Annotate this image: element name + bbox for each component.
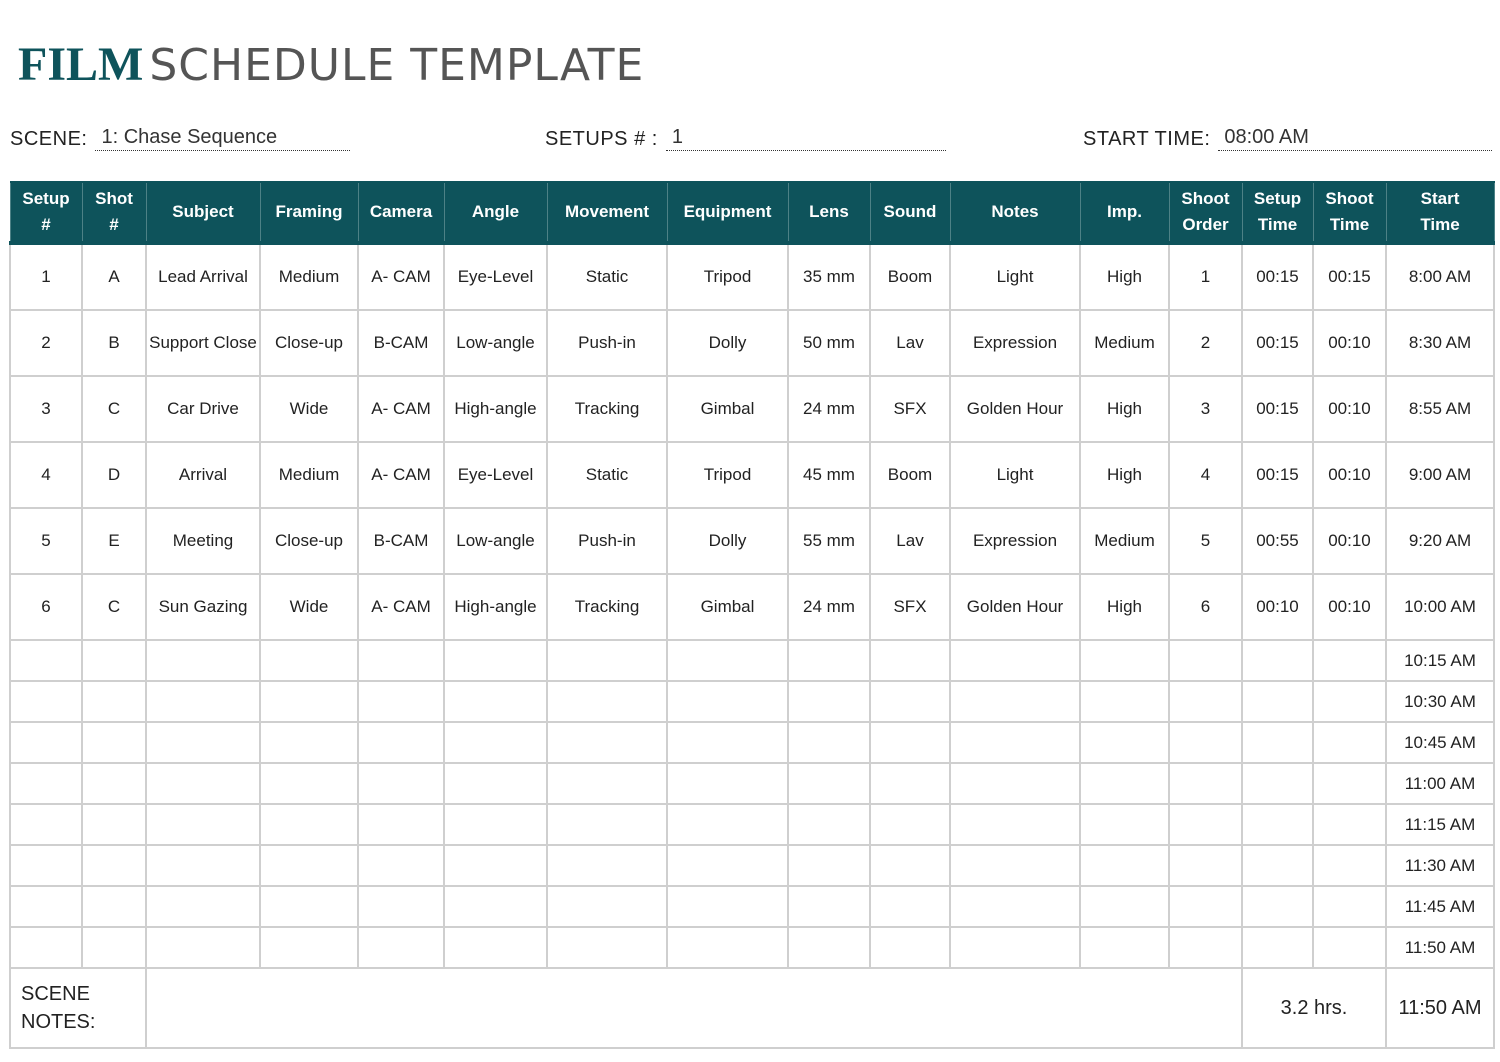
table-cell[interactable] — [146, 681, 260, 722]
table-cell[interactable]: 3 — [1169, 376, 1242, 442]
table-cell[interactable]: Tracking — [547, 574, 667, 640]
table-cell[interactable]: 11:00 AM — [1386, 763, 1494, 804]
column-header — [547, 182, 667, 243]
scene-notes-input[interactable] — [146, 968, 1242, 1048]
column-header-line1: Shoot — [1181, 189, 1230, 208]
table-cell[interactable] — [444, 927, 547, 968]
table-cell[interactable] — [146, 845, 260, 886]
table-cell[interactable] — [1242, 722, 1313, 763]
table-cell[interactable] — [1313, 722, 1386, 763]
column-header — [82, 182, 146, 243]
table-cell[interactable]: 00:15 — [1242, 376, 1313, 442]
column-header-line2: # — [109, 215, 119, 234]
table-cell[interactable] — [1169, 640, 1242, 681]
table-row — [10, 927, 1494, 968]
column-header — [788, 182, 870, 243]
table-cell[interactable]: 00:15 — [1242, 243, 1313, 310]
table-cell[interactable] — [788, 640, 870, 681]
table-cell[interactable] — [358, 886, 444, 927]
table-cell[interactable] — [950, 681, 1080, 722]
table-cell[interactable]: 4 — [1169, 442, 1242, 508]
table-cell[interactable] — [444, 845, 547, 886]
column-header — [870, 182, 950, 243]
schedule-table — [9, 181, 1495, 1049]
table-cell[interactable] — [547, 722, 667, 763]
column-header-line1: Equipment — [683, 202, 772, 221]
table-cell[interactable] — [667, 804, 788, 845]
table-cell[interactable]: 8:00 AM — [1386, 243, 1494, 310]
table-cell[interactable]: 2 — [1169, 310, 1242, 376]
table-cell[interactable]: Eye-Level — [444, 243, 547, 310]
table-cell[interactable] — [1313, 763, 1386, 804]
table-cell[interactable]: Medium — [260, 442, 358, 508]
table-cell[interactable]: Close-up — [260, 508, 358, 574]
table-cell[interactable]: B — [82, 310, 146, 376]
table-cell[interactable] — [82, 804, 146, 845]
table-cell[interactable]: 5 — [1169, 508, 1242, 574]
table-row — [10, 722, 1494, 763]
table-cell[interactable]: 00:10 — [1313, 310, 1386, 376]
table-cell[interactable]: 00:10 — [1313, 574, 1386, 640]
table-cell[interactable] — [788, 927, 870, 968]
table-cell[interactable] — [1169, 886, 1242, 927]
table-cell[interactable]: Low-angle — [444, 310, 547, 376]
table-cell[interactable] — [870, 845, 950, 886]
table-cell[interactable] — [547, 804, 667, 845]
table-cell[interactable]: 8:55 AM — [1386, 376, 1494, 442]
table-cell[interactable] — [1242, 763, 1313, 804]
table-cell[interactable]: 24 mm — [788, 574, 870, 640]
table-cell[interactable]: Expression — [950, 508, 1080, 574]
table-cell[interactable] — [82, 927, 146, 968]
table-cell[interactable] — [260, 845, 358, 886]
table-cell[interactable] — [547, 640, 667, 681]
table-cell[interactable]: Light — [950, 442, 1080, 508]
column-header-line1: Setup — [1253, 189, 1302, 208]
table-cell[interactable] — [1080, 886, 1169, 927]
table-cell[interactable]: Boom — [870, 243, 950, 310]
table-cell[interactable] — [1313, 845, 1386, 886]
table-cell[interactable] — [1080, 804, 1169, 845]
table-cell[interactable]: 55 mm — [788, 508, 870, 574]
table-cell[interactable]: High-angle — [444, 574, 547, 640]
table-cell[interactable] — [1169, 681, 1242, 722]
table-cell[interactable] — [547, 763, 667, 804]
table-row — [10, 376, 1494, 442]
table-cell[interactable]: 10:30 AM — [1386, 681, 1494, 722]
table-cell[interactable] — [444, 640, 547, 681]
table-cell[interactable] — [1313, 927, 1386, 968]
table-cell[interactable] — [788, 886, 870, 927]
table-cell[interactable]: Push-in — [547, 508, 667, 574]
table-cell[interactable]: 00:15 — [1242, 310, 1313, 376]
table-cell[interactable]: 8:30 AM — [1386, 310, 1494, 376]
table-cell[interactable] — [82, 763, 146, 804]
table-cell[interactable] — [260, 763, 358, 804]
table-cell[interactable]: 10:15 AM — [1386, 640, 1494, 681]
table-cell[interactable] — [146, 640, 260, 681]
table-cell[interactable]: 10:00 AM — [1386, 574, 1494, 640]
table-cell[interactable] — [82, 886, 146, 927]
table-cell[interactable] — [82, 722, 146, 763]
title-bold: FILM — [18, 38, 144, 91]
table-cell[interactable]: A- CAM — [358, 574, 444, 640]
table-cell[interactable]: 00:10 — [1242, 574, 1313, 640]
column-header-line1: Notes — [991, 202, 1039, 221]
table-cell[interactable] — [1169, 845, 1242, 886]
table-cell[interactable] — [667, 763, 788, 804]
table-cell[interactable] — [260, 640, 358, 681]
table-cell[interactable] — [10, 722, 82, 763]
table-cell[interactable] — [10, 927, 82, 968]
table-cell[interactable] — [358, 640, 444, 681]
table-row — [10, 886, 1494, 927]
table-cell[interactable] — [444, 763, 547, 804]
table-cell[interactable]: Expression — [950, 310, 1080, 376]
column-header-line1: Setup — [22, 189, 70, 208]
column-header-line1: Start — [1420, 189, 1460, 208]
table-cell[interactable] — [444, 804, 547, 845]
table-cell[interactable]: High — [1080, 243, 1169, 310]
table-cell[interactable] — [1169, 804, 1242, 845]
table-cell[interactable] — [358, 804, 444, 845]
page-title — [18, 38, 644, 93]
table-cell[interactable]: E — [82, 508, 146, 574]
table-cell[interactable] — [667, 681, 788, 722]
table-cell[interactable]: Sun Gazing — [146, 574, 260, 640]
table-cell[interactable] — [667, 722, 788, 763]
table-cell[interactable] — [82, 845, 146, 886]
table-cell[interactable]: High — [1080, 442, 1169, 508]
table-cell[interactable]: Tripod — [667, 243, 788, 310]
column-header-line1: Subject — [172, 202, 234, 221]
table-row — [10, 442, 1494, 508]
column-header-line1: Movement — [564, 202, 650, 221]
table-cell[interactable] — [10, 845, 82, 886]
column-header-line1: Camera — [369, 202, 433, 221]
table-cell[interactable] — [870, 722, 950, 763]
table-cell[interactable]: Support Close — [146, 310, 260, 376]
table-cell[interactable] — [358, 927, 444, 968]
table-cell[interactable]: Meeting — [146, 508, 260, 574]
table-cell[interactable] — [260, 722, 358, 763]
table-cell[interactable] — [444, 681, 547, 722]
table-cell[interactable] — [358, 763, 444, 804]
table-cell[interactable]: 11:30 AM — [1386, 845, 1494, 886]
table-cell[interactable]: B-CAM — [358, 508, 444, 574]
table-cell[interactable] — [950, 763, 1080, 804]
table-cell[interactable] — [1242, 640, 1313, 681]
table-cell[interactable] — [10, 640, 82, 681]
table-cell[interactable] — [870, 681, 950, 722]
table-cell[interactable]: Medium — [1080, 508, 1169, 574]
table-cell[interactable] — [788, 845, 870, 886]
table-cell[interactable]: High — [1080, 376, 1169, 442]
table-cell[interactable] — [358, 681, 444, 722]
table-cell[interactable]: 00:10 — [1313, 442, 1386, 508]
table-cell[interactable]: SFX — [870, 574, 950, 640]
table-row — [10, 640, 1494, 681]
table-cell[interactable]: 11:50 AM — [1386, 927, 1494, 968]
column-header — [1080, 182, 1169, 243]
table-cell[interactable]: A- CAM — [358, 243, 444, 310]
column-header-line1: Shoot — [1325, 189, 1374, 208]
table-cell[interactable]: 5 — [10, 508, 82, 574]
table-cell[interactable] — [1169, 722, 1242, 763]
table-cell[interactable] — [1080, 681, 1169, 722]
table-cell[interactable]: Lead Arrival — [146, 243, 260, 310]
table-cell[interactable]: Dolly — [667, 310, 788, 376]
table-cell[interactable]: 1 — [1169, 243, 1242, 310]
table-cell[interactable]: B-CAM — [358, 310, 444, 376]
table-cell[interactable]: 50 mm — [788, 310, 870, 376]
table-cell[interactable] — [260, 681, 358, 722]
table-cell[interactable] — [788, 763, 870, 804]
column-header-line1: Angle — [471, 202, 520, 221]
column-header-line1: Sound — [883, 202, 937, 221]
column-header — [1313, 182, 1386, 243]
table-cell[interactable] — [950, 804, 1080, 845]
table-cell[interactable] — [870, 927, 950, 968]
table-row — [10, 763, 1494, 804]
table-cell[interactable]: Low-angle — [444, 508, 547, 574]
table-cell[interactable] — [260, 804, 358, 845]
table-cell[interactable]: Lav — [870, 310, 950, 376]
table-cell[interactable] — [260, 927, 358, 968]
start-time-field — [1083, 126, 1492, 151]
table-cell[interactable]: Gimbal — [667, 376, 788, 442]
table-cell[interactable] — [950, 722, 1080, 763]
table-cell[interactable]: 00:55 — [1242, 508, 1313, 574]
table-cell[interactable]: Car Drive — [146, 376, 260, 442]
table-cell[interactable] — [870, 640, 950, 681]
table-cell[interactable] — [146, 886, 260, 927]
table-cell[interactable] — [788, 804, 870, 845]
column-header — [1169, 182, 1242, 243]
table-cell[interactable] — [870, 763, 950, 804]
column-header-line2: Time — [1257, 215, 1298, 234]
table-header — [10, 182, 1494, 243]
table-cell[interactable] — [950, 845, 1080, 886]
column-header — [260, 182, 358, 243]
table-cell[interactable]: 10:45 AM — [1386, 722, 1494, 763]
table-cell[interactable]: 9:00 AM — [1386, 442, 1494, 508]
table-cell[interactable] — [1313, 640, 1386, 681]
table-cell[interactable] — [1313, 681, 1386, 722]
table-cell[interactable] — [146, 804, 260, 845]
table-cell[interactable]: SFX — [870, 376, 950, 442]
start-time-label: START TIME: — [1083, 128, 1211, 150]
table-cell[interactable]: Push-in — [547, 310, 667, 376]
table-cell[interactable] — [82, 640, 146, 681]
table-cell[interactable] — [1080, 845, 1169, 886]
table-cell[interactable]: 00:15 — [1242, 442, 1313, 508]
table-cell[interactable] — [1080, 927, 1169, 968]
start-time-value[interactable]: 08:00 AM — [1218, 126, 1492, 151]
table-cell[interactable]: 2 — [10, 310, 82, 376]
table-cell[interactable] — [1169, 927, 1242, 968]
table-cell[interactable]: C — [82, 574, 146, 640]
table-cell[interactable] — [870, 886, 950, 927]
table-cell[interactable]: Dolly — [667, 508, 788, 574]
table-cell[interactable] — [1242, 886, 1313, 927]
table-cell[interactable] — [870, 804, 950, 845]
table-cell[interactable] — [358, 722, 444, 763]
table-cell[interactable]: 00:10 — [1313, 508, 1386, 574]
table-cell[interactable] — [146, 722, 260, 763]
table-cell[interactable]: 45 mm — [788, 442, 870, 508]
table-cell[interactable] — [1080, 722, 1169, 763]
table-row — [10, 508, 1494, 574]
table-cell[interactable] — [10, 886, 82, 927]
table-row — [10, 243, 1494, 310]
table-cell[interactable] — [547, 681, 667, 722]
end-time: 11:50 AM — [1386, 968, 1494, 1048]
column-header-line1: Framing — [275, 202, 343, 221]
table-cell[interactable] — [444, 886, 547, 927]
table-cell[interactable]: Golden Hour — [950, 574, 1080, 640]
table-cell[interactable]: High-angle — [444, 376, 547, 442]
table-cell[interactable] — [1242, 845, 1313, 886]
table-cell[interactable]: Wide — [260, 376, 358, 442]
table-cell[interactable]: 6 — [10, 574, 82, 640]
scene-value[interactable]: 1: Chase Sequence — [95, 126, 350, 151]
table-cell[interactable] — [1080, 763, 1169, 804]
table-cell[interactable] — [10, 681, 82, 722]
table-cell[interactable]: 9:20 AM — [1386, 508, 1494, 574]
table-cell[interactable]: Static — [547, 442, 667, 508]
scene-field — [10, 126, 350, 151]
table-cell[interactable] — [260, 886, 358, 927]
table-cell[interactable]: 3 — [10, 376, 82, 442]
table-body — [10, 243, 1494, 968]
table-cell[interactable]: Boom — [870, 442, 950, 508]
table-cell[interactable]: Static — [547, 243, 667, 310]
table-cell[interactable]: Light — [950, 243, 1080, 310]
table-cell[interactable] — [146, 763, 260, 804]
table-cell[interactable]: Tripod — [667, 442, 788, 508]
table-cell[interactable] — [788, 681, 870, 722]
table-cell[interactable] — [547, 845, 667, 886]
table-cell[interactable] — [1080, 640, 1169, 681]
column-header-line1: Shot — [95, 189, 133, 208]
table-cell[interactable]: 6 — [1169, 574, 1242, 640]
column-header — [950, 182, 1080, 243]
table-cell[interactable]: Medium — [1080, 310, 1169, 376]
scene-label: SCENE: — [10, 128, 88, 150]
table-cell[interactable] — [667, 845, 788, 886]
table-row — [10, 845, 1494, 886]
table-cell[interactable]: A- CAM — [358, 442, 444, 508]
table-cell[interactable]: 35 mm — [788, 243, 870, 310]
setups-field — [545, 126, 946, 151]
table-cell[interactable]: 11:15 AM — [1386, 804, 1494, 845]
table-cell[interactable] — [358, 845, 444, 886]
table-cell[interactable]: Tracking — [547, 376, 667, 442]
column-header — [1242, 182, 1313, 243]
column-header-line2: Order — [1182, 215, 1229, 234]
table-cell[interactable] — [547, 927, 667, 968]
table-cell[interactable]: 1 — [10, 243, 82, 310]
table-cell[interactable] — [82, 681, 146, 722]
column-header — [146, 182, 260, 243]
column-header-line2: Time — [1329, 215, 1370, 234]
column-header-line2: Time — [1420, 215, 1460, 234]
table-cell[interactable] — [950, 927, 1080, 968]
table-cell[interactable]: High — [1080, 574, 1169, 640]
table-cell[interactable]: Gimbal — [667, 574, 788, 640]
table-cell[interactable]: 11:45 AM — [1386, 886, 1494, 927]
table-cell[interactable]: A- CAM — [358, 376, 444, 442]
table-cell[interactable]: Golden Hour — [950, 376, 1080, 442]
column-header-line2: # — [41, 215, 51, 234]
table-cell[interactable] — [950, 886, 1080, 927]
table-row — [10, 681, 1494, 722]
table-cell[interactable] — [667, 640, 788, 681]
column-header — [667, 182, 788, 243]
table-cell[interactable] — [1313, 886, 1386, 927]
column-header — [444, 182, 547, 243]
table-cell[interactable]: Medium — [260, 243, 358, 310]
setups-value[interactable]: 1 — [666, 126, 946, 151]
table-footer — [10, 968, 1494, 1048]
table-cell[interactable] — [1242, 927, 1313, 968]
table-cell[interactable]: Arrival — [146, 442, 260, 508]
table-cell[interactable]: C — [82, 376, 146, 442]
table-row — [10, 804, 1494, 845]
table-cell[interactable] — [547, 886, 667, 927]
column-header — [358, 182, 444, 243]
column-header-line1: Lens — [809, 202, 849, 221]
table-row — [10, 574, 1494, 640]
table-cell[interactable] — [146, 927, 260, 968]
table-cell[interactable] — [667, 886, 788, 927]
table-row — [10, 310, 1494, 376]
table-cell[interactable] — [788, 722, 870, 763]
total-hours: 3.2 hrs. — [1242, 968, 1386, 1048]
table-cell[interactable] — [1242, 804, 1313, 845]
table-cell[interactable] — [10, 804, 82, 845]
table-cell[interactable] — [667, 927, 788, 968]
table-cell[interactable]: 00:15 — [1313, 243, 1386, 310]
table-cell[interactable] — [1313, 804, 1386, 845]
table-cell[interactable]: 24 mm — [788, 376, 870, 442]
table-cell[interactable] — [10, 763, 82, 804]
table-cell[interactable]: 00:10 — [1313, 376, 1386, 442]
column-header-line1: Imp. — [1107, 202, 1142, 221]
scene-notes-label: SCENE NOTES: — [10, 968, 146, 1048]
table-cell[interactable] — [950, 640, 1080, 681]
table-cell[interactable]: Close-up — [260, 310, 358, 376]
column-header — [1386, 182, 1494, 243]
table-cell[interactable] — [1242, 681, 1313, 722]
table-cell[interactable]: Lav — [870, 508, 950, 574]
table-cell[interactable]: A — [82, 243, 146, 310]
title-rest: SCHEDULE TEMPLATE — [149, 40, 645, 91]
setups-label: SETUPS # : — [545, 128, 658, 150]
table-cell[interactable]: Wide — [260, 574, 358, 640]
table-cell[interactable]: Eye-Level — [444, 442, 547, 508]
table-cell[interactable]: D — [82, 442, 146, 508]
table-cell[interactable] — [1169, 763, 1242, 804]
table-cell[interactable] — [444, 722, 547, 763]
table-cell[interactable]: 4 — [10, 442, 82, 508]
column-header — [10, 182, 82, 243]
